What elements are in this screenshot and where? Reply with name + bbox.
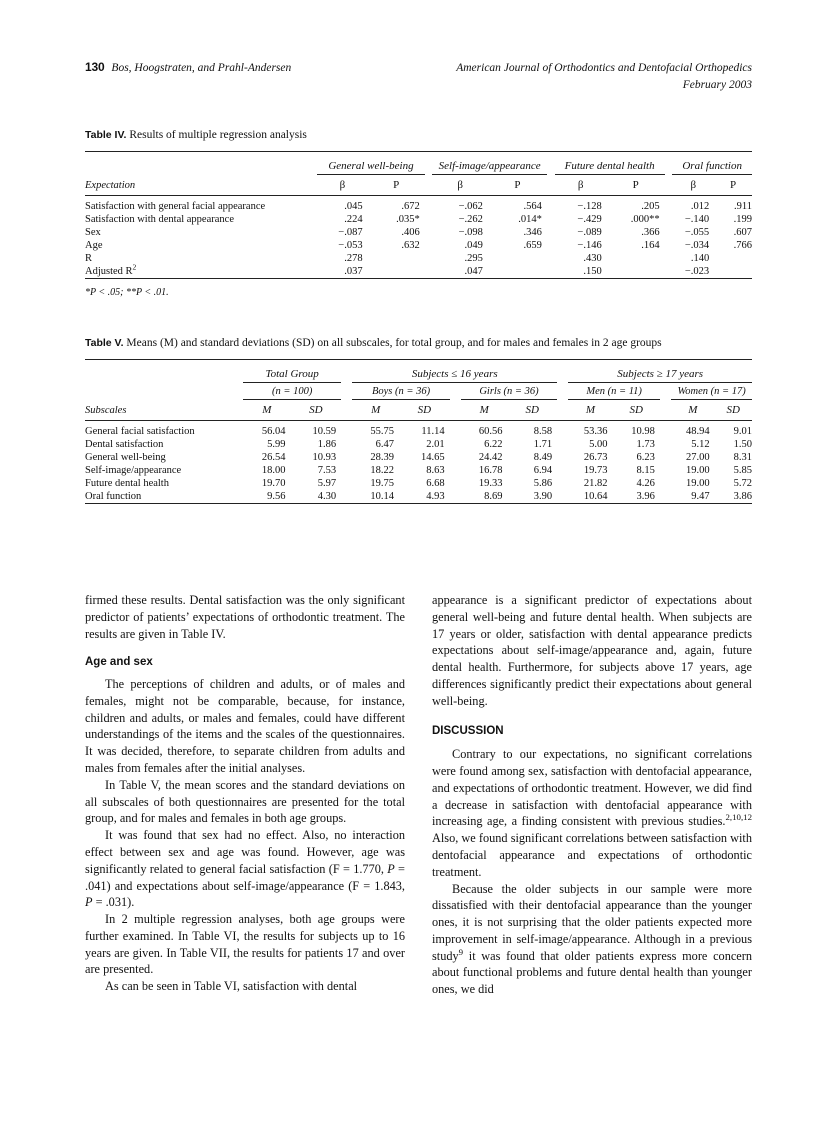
table-4-group-header-3: Oral function: [672, 156, 752, 175]
table-4-cell-2-7: .607: [733, 227, 752, 239]
table-4-cell-1-1: .035*: [396, 214, 420, 226]
table-5-column-header-row: [85, 400, 752, 421]
table-5-bottom-rule: [85, 504, 752, 505]
table-row: [85, 490, 752, 504]
table-5-cell-3-0: 18.00: [261, 465, 286, 477]
table-5-cell-4-4: 19.33: [478, 478, 503, 490]
table-4-col-header-7: P: [730, 179, 737, 192]
table-4-cell-1-6: −.140: [684, 214, 710, 226]
table-4-cell-2-3: .346: [523, 227, 542, 239]
table-4-cell-0-1: .672: [401, 201, 420, 213]
table-4-group-header-row: [85, 156, 752, 175]
table-5-cell-5-3: 4.93: [426, 491, 445, 503]
table-row: [85, 438, 752, 451]
right-heading-discussion: DISCUSSION: [432, 725, 504, 738]
table-5-group-header-2: Subjects ≥ 17 years: [568, 364, 752, 383]
table-4-cell-1-3: .014*: [518, 214, 542, 226]
left-paragraph-5: In 2 multiple regression analyses, both age groups were further examined. In Table VI, the results for subjects up to 16 years are given. In Table VII, the results for patients 17 and over are presented.: [85, 912, 405, 977]
table-4-row-5-label-base: Adjusted R: [85, 266, 133, 278]
table-4-cell-2-6: −.055: [684, 227, 710, 239]
table-4-cell-2-5: .366: [641, 227, 660, 239]
table-4-cell-2-1: .406: [401, 227, 420, 239]
table-5-label: Table V.: [85, 337, 124, 349]
table-4-cell-4-2: .295: [464, 253, 483, 265]
table-4-col-header-0: β: [339, 179, 346, 192]
running-head-authors: Bos, Hoogstraten, and Prahl-Andersen: [111, 62, 292, 74]
right-p2-seg-a: Contrary to our expectations, no significant correlations were found among sex, satisfaction with dentofacial appearance, and expectations of orthodontic treatment. However, we did find a decrease in satisfaction with dentofacial appearance with increasing age, a finding consistent with previous studies.: [432, 747, 752, 829]
table-4-cell-5-3: [488, 265, 547, 279]
table-row: [85, 451, 752, 464]
table-5-cell-1-6: 5.00: [589, 439, 608, 451]
table-4-caption: [85, 128, 752, 143]
right-p3-seg-b: it was found that older patients express more concern about functional problems and future dental health than younger ones, we did: [432, 948, 752, 997]
table-4-label: Table IV.: [85, 129, 127, 141]
left-p4-seg-a: It was found that sex had no effect. Also, no interaction effect between sex and age was found. However, age was significantly related to general facial satisfaction (F = 1.770,: [85, 828, 405, 876]
table-4-cell-5-4: .150: [583, 266, 602, 278]
table-5-subheader-row: [85, 383, 752, 400]
table-5-cell-2-0: 26.54: [261, 452, 286, 464]
table-4-group-header-1: Self-image/appearance: [432, 156, 546, 175]
table-4-cell-1-4: −.429: [577, 214, 602, 226]
table-4-row-3-label: Age: [85, 240, 103, 252]
table-5-group-header-0: Total Group: [243, 364, 341, 383]
table-5-col-header-8: M: [688, 404, 698, 417]
table-5-cell-4-9: 5.72: [733, 478, 752, 490]
left-p4-seg-e: = .031).: [92, 895, 135, 910]
table-4-row-0-label: Satisfaction with general facial appearance: [85, 201, 266, 213]
table-5-col-header-6: M: [585, 404, 595, 417]
table-4-cell-4-6: .140: [690, 253, 710, 265]
table-4-cell-0-4: −.128: [577, 201, 602, 213]
table-4-cell-5-2: .047: [464, 266, 483, 278]
table-5-cell-4-1: 5.97: [317, 478, 337, 490]
table-4-cell-3-4: −.146: [577, 240, 602, 252]
table-5-stub-header: Subscales: [85, 405, 127, 417]
table-4-cell-3-3: .659: [523, 240, 542, 252]
table-5-cell-5-1: 4.30: [317, 491, 337, 503]
table-4-cell-3-2: .049: [464, 240, 483, 252]
table-5-cell-4-5: 5.86: [533, 478, 553, 490]
table-5-col-header-3: SD: [417, 404, 432, 417]
table-5-group-header-1: Subjects ≤ 16 years: [352, 364, 557, 383]
table-4-cell-4-4: .430: [583, 253, 602, 265]
right-p3-seg-a: Because the older subjects in our sample were more dissatisfied with their dentofacial appearance than the younger ones, it is not surprising that the older patients expected more improvement in self-image/appearance. Although in a previous study: [432, 881, 752, 963]
table-4-cell-2-0: −.087: [338, 227, 363, 239]
table-5-row-1-label: Dental satisfaction: [85, 439, 164, 451]
table-5-cell-5-0: 9.56: [267, 491, 286, 503]
table-4-group-header-0: General well-being: [317, 156, 425, 175]
table-5-col-header-5: SD: [525, 404, 539, 417]
table-5-cell-4-7: 4.26: [636, 478, 655, 490]
left-paragraph-3: In Table V, the mean scores and the standard deviations on all subscales of both questionnaires are presented for the total group, and for males and females in both age groups.: [85, 777, 405, 826]
table-4-cell-3-0: −.053: [338, 240, 363, 252]
table-4-col-header-4: β: [577, 179, 584, 192]
table-5-row-4-label: Future dental health: [85, 478, 169, 490]
table-5-group-header-row: [85, 364, 752, 383]
table-5-cell-1-8: 5.12: [691, 439, 710, 451]
table-row: [85, 213, 752, 226]
table-4-col-header-2: β: [457, 179, 463, 192]
table-4-cell-5-6: −.023: [684, 266, 710, 278]
table-5-cell-3-6: 19.73: [583, 465, 608, 477]
table-4-cell-0-0: .045: [344, 201, 363, 213]
table-5-cell-1-4: 6.22: [484, 439, 503, 451]
table-row: [85, 477, 752, 490]
table-5-row-2-label: General well-being: [85, 452, 166, 464]
table-4-cell-5-5: [607, 265, 665, 279]
table-4: [85, 151, 752, 279]
running-head-right: [456, 60, 752, 93]
table-4-cell-0-2: −.062: [458, 201, 483, 213]
table-5-cell-2-8: 27.00: [685, 452, 710, 464]
left-paragraph-4: [85, 827, 405, 911]
table-4-cell-0-5: .205: [641, 201, 660, 213]
running-head: [85, 60, 752, 93]
right-p3-citation: 9: [458, 946, 464, 957]
table-5-col-header-1: SD: [309, 404, 323, 417]
table-5-cell-3-5: 6.94: [533, 465, 553, 477]
table-4-row-5-label-sup: 2: [132, 262, 137, 272]
left-text-column: [85, 592, 405, 998]
table-5-sub-header-4: Women (n = 17): [671, 383, 752, 400]
table-5-sub-header-3: Men (n = 11): [568, 383, 660, 400]
right-paragraph-2: [432, 746, 752, 880]
table-5-cell-0-7: 10.98: [631, 426, 655, 438]
right-paragraph-3: [432, 881, 752, 998]
table-4-cell-3-5: .164: [641, 240, 660, 252]
table-5-row-0-label: General facial satisfaction: [85, 426, 195, 438]
table-4-cell-1-7: .199: [733, 214, 752, 226]
table-5-cell-1-9: 1.50: [733, 439, 752, 451]
table-5-cell-3-8: 19.00: [685, 465, 710, 477]
table-4-cell-5-1: [368, 265, 425, 279]
table-5-cell-0-2: 55.75: [370, 426, 395, 438]
table-4-col-header-1: P: [393, 179, 400, 192]
table-row: [85, 200, 752, 213]
table-5-cell-2-7: 6.23: [636, 452, 655, 464]
table-4-cell-4-0: .278: [344, 253, 363, 265]
table-5-cell-2-4: 24.42: [478, 452, 503, 464]
table-5-caption: [85, 336, 752, 351]
table-4-cell-4-1: [368, 252, 425, 265]
table-row: [85, 265, 752, 279]
table-4-cell-4-5: [607, 252, 665, 265]
table-4-group-header-2: Future dental health: [555, 156, 665, 175]
table-5-cell-1-5: 1.71: [533, 439, 553, 451]
table-5: [85, 359, 752, 504]
table-4-cell-5-0: .037: [344, 266, 363, 278]
table-4-cell-3-7: .766: [733, 240, 752, 252]
table-5-cell-1-0: 5.99: [267, 439, 286, 451]
table-4-col-header-5: P: [632, 179, 639, 192]
page-number: 130: [85, 60, 105, 74]
table-4-cell-0-6: .012: [690, 201, 710, 213]
table-5-col-header-2: M: [371, 404, 381, 417]
table-5-cell-2-9: 8.31: [733, 452, 752, 464]
left-p4-p-italic-2: P: [85, 895, 93, 910]
running-head-left: [85, 60, 291, 74]
table-5-cell-0-5: 8.58: [533, 426, 553, 438]
table-5-cell-1-3: 2.01: [426, 439, 445, 451]
table-5-cell-4-8: 19.00: [685, 478, 710, 490]
table-5-col-header-0: M: [262, 404, 272, 417]
right-p2-seg-b: Also, we found significant correlations between satisfaction with dentofacial appearance and expectations of orthodontic treatment.: [432, 831, 752, 879]
table-5-cell-0-0: 56.04: [261, 426, 286, 438]
table-row: [85, 252, 752, 265]
table-5-cell-3-4: 16.78: [478, 465, 503, 477]
table-5-col-header-4: M: [479, 404, 489, 417]
table-5-cell-3-2: 18.22: [370, 465, 395, 477]
table-5-cell-0-6: 53.36: [583, 426, 608, 438]
table-4-col-header-3: P: [514, 179, 521, 192]
table-5-cell-4-3: 6.68: [426, 478, 445, 490]
table-5-cell-5-6: 10.64: [583, 491, 608, 503]
left-paragraph-1: firmed these results. Dental satisfaction was the only significant predictor of patients’ expectations of orthodontic treatment. The results are given in Table IV.: [85, 593, 405, 641]
right-text-column: [432, 592, 752, 998]
table-5-cell-3-9: 5.85: [733, 465, 752, 477]
table-5-col-header-9: SD: [726, 404, 740, 417]
table-4-cell-3-6: −.034: [684, 240, 710, 252]
table-4-cell-4-7: [714, 252, 752, 265]
left-paragraph-2: The perceptions of children and adults, or of males and females, might not be comparable, because, for instance, children and adults, or males and females, could have different understandings of the items and the scales of the questionnaires. It was decided, therefore, to separate children from adults and males from females after the initial analyses.: [85, 677, 405, 776]
table-5-sub-header-1: Boys (n = 36): [352, 383, 449, 400]
table-row: [85, 425, 752, 438]
table-4-cell-2-2: −.098: [458, 227, 483, 239]
table-4-block: [85, 128, 752, 298]
table-4-cell-2-4: −.089: [577, 227, 602, 239]
table-5-cell-2-1: 10.93: [312, 452, 337, 464]
table-5-cell-2-2: 28.39: [370, 452, 395, 464]
table-5-cell-1-2: 6.47: [375, 439, 395, 451]
table-4-row-1-label: Satisfaction with dental appearance: [85, 214, 234, 226]
table-5-col-header-7: SD: [629, 404, 643, 417]
table-5-cell-0-8: 48.94: [685, 426, 710, 438]
left-heading-age-and-sex: Age and sex: [85, 656, 153, 669]
table-4-cell-3-1: .632: [401, 240, 420, 252]
left-p4-p-italic-1: P: [387, 861, 395, 876]
table-5-caption-text: Means (M) and standard deviations (SD) on all subscales, for total group, and for males and females in 2 age groups: [126, 337, 662, 349]
table-5-sub-header-2: Girls (n = 36): [461, 383, 557, 400]
issue-date: February 2003: [682, 78, 752, 91]
table-5-cell-5-2: 10.14: [370, 491, 395, 503]
table-5-block: [85, 336, 752, 504]
table-5-cell-4-2: 19.75: [370, 478, 395, 490]
table-5-cell-3-7: 8.15: [636, 465, 655, 477]
table-5-cell-2-6: 26.73: [583, 452, 608, 464]
table-5-cell-2-3: 14.65: [421, 452, 445, 464]
table-4-footnote: *P < .05; **P < .01.: [85, 287, 169, 299]
table-4-cell-5-7: [714, 265, 752, 279]
journal-title: American Journal of Orthodontics and Dentofacial Orthopedics: [456, 62, 752, 74]
table-4-cell-1-5: .000**: [630, 214, 660, 226]
table-5-sub-header-0: (n = 100): [243, 383, 341, 400]
table-5-cell-0-1: 10.59: [312, 426, 337, 438]
table-row: [85, 239, 752, 252]
table-row: [85, 464, 752, 477]
table-5-row-3-label: Self-image/appearance: [85, 465, 182, 477]
table-5-cell-3-3: 8.63: [426, 465, 445, 477]
table-5-cell-5-4: 8.69: [484, 491, 503, 503]
right-p2-citation: 2,10,12: [725, 812, 752, 823]
table-4-cell-0-3: .564: [523, 201, 542, 213]
table-4-cell-1-0: .224: [344, 214, 363, 226]
table-5-cell-0-3: 11.14: [421, 426, 445, 438]
table-4-bottom-rule: [85, 279, 752, 280]
table-4-stub-header: Expectation: [85, 180, 136, 192]
table-5-cell-4-0: 19.70: [261, 478, 286, 490]
table-5-row-5-label: Oral function: [85, 491, 142, 503]
right-paragraph-1: appearance is a significant predictor of expectations about general well-being and future dental health. When subjects are 17 years or older, satisfaction with dental appearance predicts expectations about self-image/appearance and, again, future dental health. Furthermore, for subjects above 17 years, age differences significantly predict their expectations about general well-being.: [432, 593, 752, 708]
table-4-row-5-label: [85, 262, 309, 279]
table-4-cell-4-3: [488, 252, 547, 265]
left-p4-seg-c: = .041) and expectations about self-image/appearance (F = 1.843,: [85, 861, 405, 893]
table-5-cell-0-4: 60.56: [478, 426, 503, 438]
table-5-cell-5-7: 3.96: [636, 491, 655, 503]
table-5-cell-0-9: 9.01: [733, 426, 752, 438]
table-5-cell-5-9: 3.86: [733, 491, 752, 503]
table-5-cell-4-6: 21.82: [583, 478, 608, 490]
table-5-cell-3-1: 7.53: [317, 465, 337, 477]
table-4-caption-text: Results of multiple regression analysis: [129, 129, 307, 141]
table-4-row-4-label: R: [85, 253, 93, 265]
table-4-column-header-row: [85, 175, 752, 196]
table-row: [85, 226, 752, 239]
body-columns: [85, 592, 752, 998]
left-paragraph-6: As can be seen in Table VI, satisfaction with dental: [105, 979, 358, 994]
table-5-cell-1-1: 1.86: [317, 439, 337, 451]
table-5-cell-2-5: 8.49: [533, 452, 553, 464]
table-4-cell-1-2: −.262: [458, 214, 483, 226]
table-4-row-2-label: Sex: [85, 227, 101, 239]
table-4-col-header-6: β: [690, 179, 697, 192]
table-5-cell-5-5: 3.90: [533, 491, 553, 503]
table-5-cell-1-7: 1.73: [636, 439, 655, 451]
table-5-cell-5-8: 9.47: [691, 491, 710, 503]
table-4-cell-0-7: .911: [734, 201, 752, 213]
